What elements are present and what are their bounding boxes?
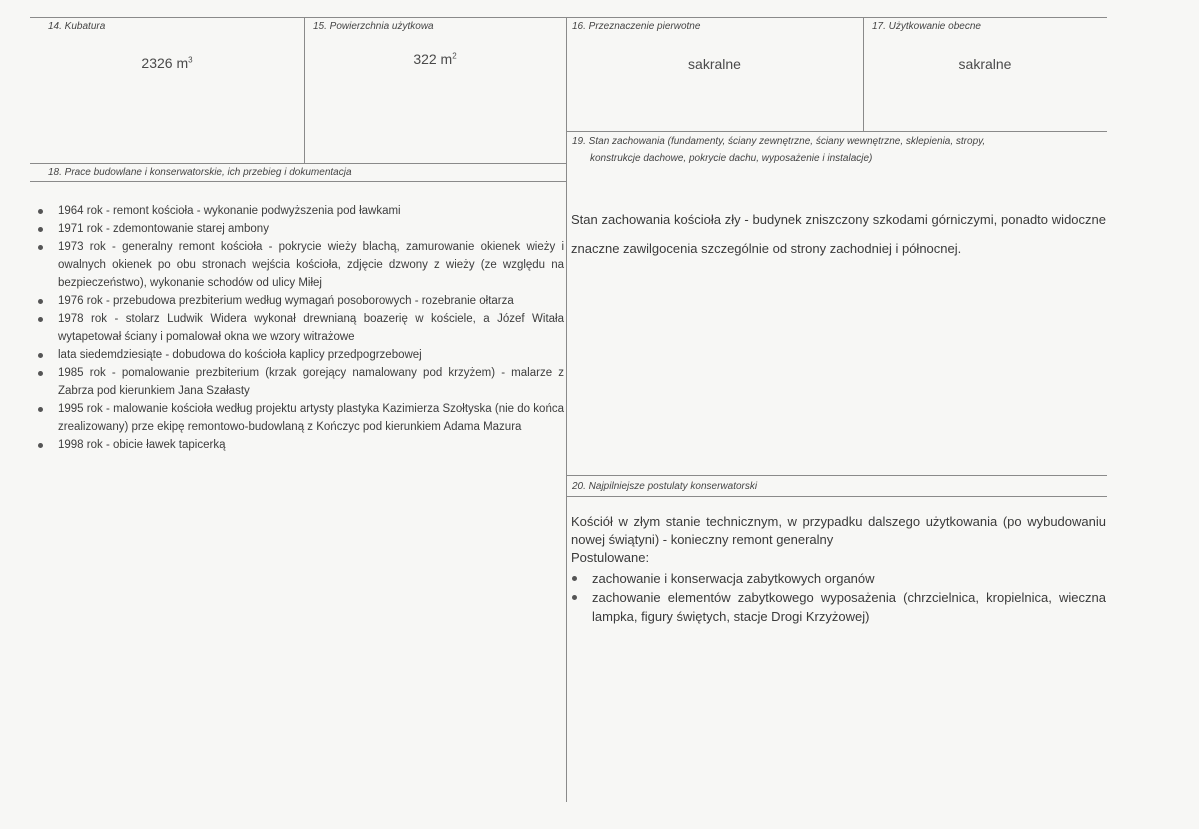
bullet-icon	[38, 227, 43, 232]
postulaty-text: Kościół w złym stanie technicznym, w przypadku dalszego użytkowania (po wybudowaniu nowej świątyni) - konieczny remont generalny	[571, 514, 1106, 547]
bullet-icon	[572, 576, 577, 581]
col-divider-16-17	[863, 17, 864, 131]
list-item	[34, 400, 564, 436]
powierzchnia-value-text: 322 m	[413, 51, 453, 67]
list-item-text: 1973 rok - generalny remont kościoła - pokrycie wieży blachą, zamurowanie okienek wieży i owalnych okienek po obu stronach wejścia kościoła, zdjęcie dzwony z wieży (ze względu na bezpieczeństwo), wykonanie schodów od ulicy Miłej	[58, 241, 564, 289]
list-item-text: zachowanie elementów zabytkowego wyposażenia (chrzcielnica, kropielnica, wieczna lampka, figury świętych, stacje Drogi Krzyżowej)	[592, 590, 1106, 624]
divider-20-under-label	[566, 496, 1107, 497]
uzytkowanie-label: 17. Użytkowanie obecne	[872, 21, 981, 32]
list-item	[34, 310, 564, 346]
przeznaczenie-label: 16. Przeznaczenie pierwotne	[572, 21, 701, 32]
kubatura-value	[30, 55, 304, 71]
list-item	[568, 569, 1106, 588]
bullet-icon	[38, 371, 43, 376]
divider-19-top	[566, 131, 1107, 132]
powierzchnia-value	[304, 51, 566, 67]
divider-20-top	[566, 475, 1107, 476]
stan-text: Stan zachowania kościoła zły - budynek zniszczony szkodami górniczymi, ponadto widoczne znaczne zawilgocenia szczególnie od strony zachodniej i północnej.	[571, 212, 1106, 256]
bullet-icon	[38, 209, 43, 214]
list-item-text: 1976 rok - przebudowa prezbiterium według wymagań posoborowych - rozebranie ołtarza	[58, 295, 514, 307]
col-divider-main	[566, 17, 567, 802]
przeznaczenie-value: sakralne	[688, 56, 741, 72]
list-item	[34, 346, 564, 364]
list-item-text: 1985 rok - pomalowanie prezbiterium (krzak gorejący namalowany pod krzyżem) - malarze z Zabrza pod kierunkiem Jana Szałasty	[58, 367, 564, 397]
bullet-icon	[38, 353, 43, 358]
prace-list	[34, 202, 564, 454]
list-item	[34, 220, 564, 238]
prace-label: 18. Prace budowlane i konserwatorskie, ich przebieg i dokumentacja	[48, 167, 352, 178]
postulaty-list	[568, 569, 1106, 626]
kubatura-value-text: 2326 m	[141, 55, 189, 71]
top-border-line	[30, 17, 1107, 18]
list-item	[568, 588, 1106, 626]
kubatura-unit-exponent: 3	[188, 55, 193, 65]
bullet-icon	[38, 317, 43, 322]
bullet-icon	[38, 299, 43, 304]
stan-label-line1: 19. Stan zachowania (fundamenty, ściany zewnętrzne, ściany wewnętrzne, sklepienia, stropy,	[572, 136, 986, 147]
bullet-icon	[38, 245, 43, 250]
divider-18-under-label	[30, 181, 566, 182]
stan-label-line2: konstrukcje dachowe, pokrycie dachu, wyposażenie i instalacje)	[590, 153, 873, 164]
list-item	[34, 292, 564, 310]
list-item	[34, 364, 564, 400]
list-item-text: lata siedemdziesiąte - dobudowa do kościoła kaplicy przedpogrzebowej	[58, 349, 422, 361]
list-item-text: 1998 rok - obicie ławek tapicerką	[58, 439, 226, 451]
list-item	[34, 436, 564, 454]
uzytkowanie-value: sakralne	[958, 56, 1012, 72]
bullet-icon	[38, 407, 43, 412]
list-item-text: 1964 rok - remont kościoła - wykonanie podwyższenia pod ławkami	[58, 205, 401, 217]
powierzchnia-unit-exponent: 2	[452, 51, 457, 61]
powierzchnia-label: 15. Powierzchnia użytkowa	[313, 21, 434, 32]
postulaty-label: 20. Najpilniejsze postulaty konserwatorski	[572, 481, 758, 492]
list-item-text: 1995 rok - malowanie kościoła według projektu artysty plastyka Kazimierza Szołtyska (nie do końca zrealizowany) prze ekipę remontowo-budowlaną z Kończyc pod kierunkiem Adama Mazura	[58, 403, 564, 433]
list-item-text: 1978 rok - stolarz Ludwik Widera wykonał drewnianą boazerię w kościele, a Józef Witała wytapetował ściany i pomalował okna we wzory witrażowe	[58, 313, 564, 343]
list-item-text: zachowanie i konserwacja zabytkowych organów	[592, 571, 875, 586]
list-item-text: 1971 rok - zdemontowanie starej ambony	[58, 223, 269, 235]
bullet-icon	[572, 595, 577, 600]
list-item	[34, 202, 564, 220]
postulowane-label: Postulowane:	[571, 550, 650, 565]
col-divider-14-15	[304, 17, 305, 163]
list-item	[34, 238, 564, 292]
divider-18-top	[30, 163, 566, 164]
bullet-icon	[38, 443, 43, 448]
kubatura-label: 14. Kubatura	[48, 21, 106, 32]
